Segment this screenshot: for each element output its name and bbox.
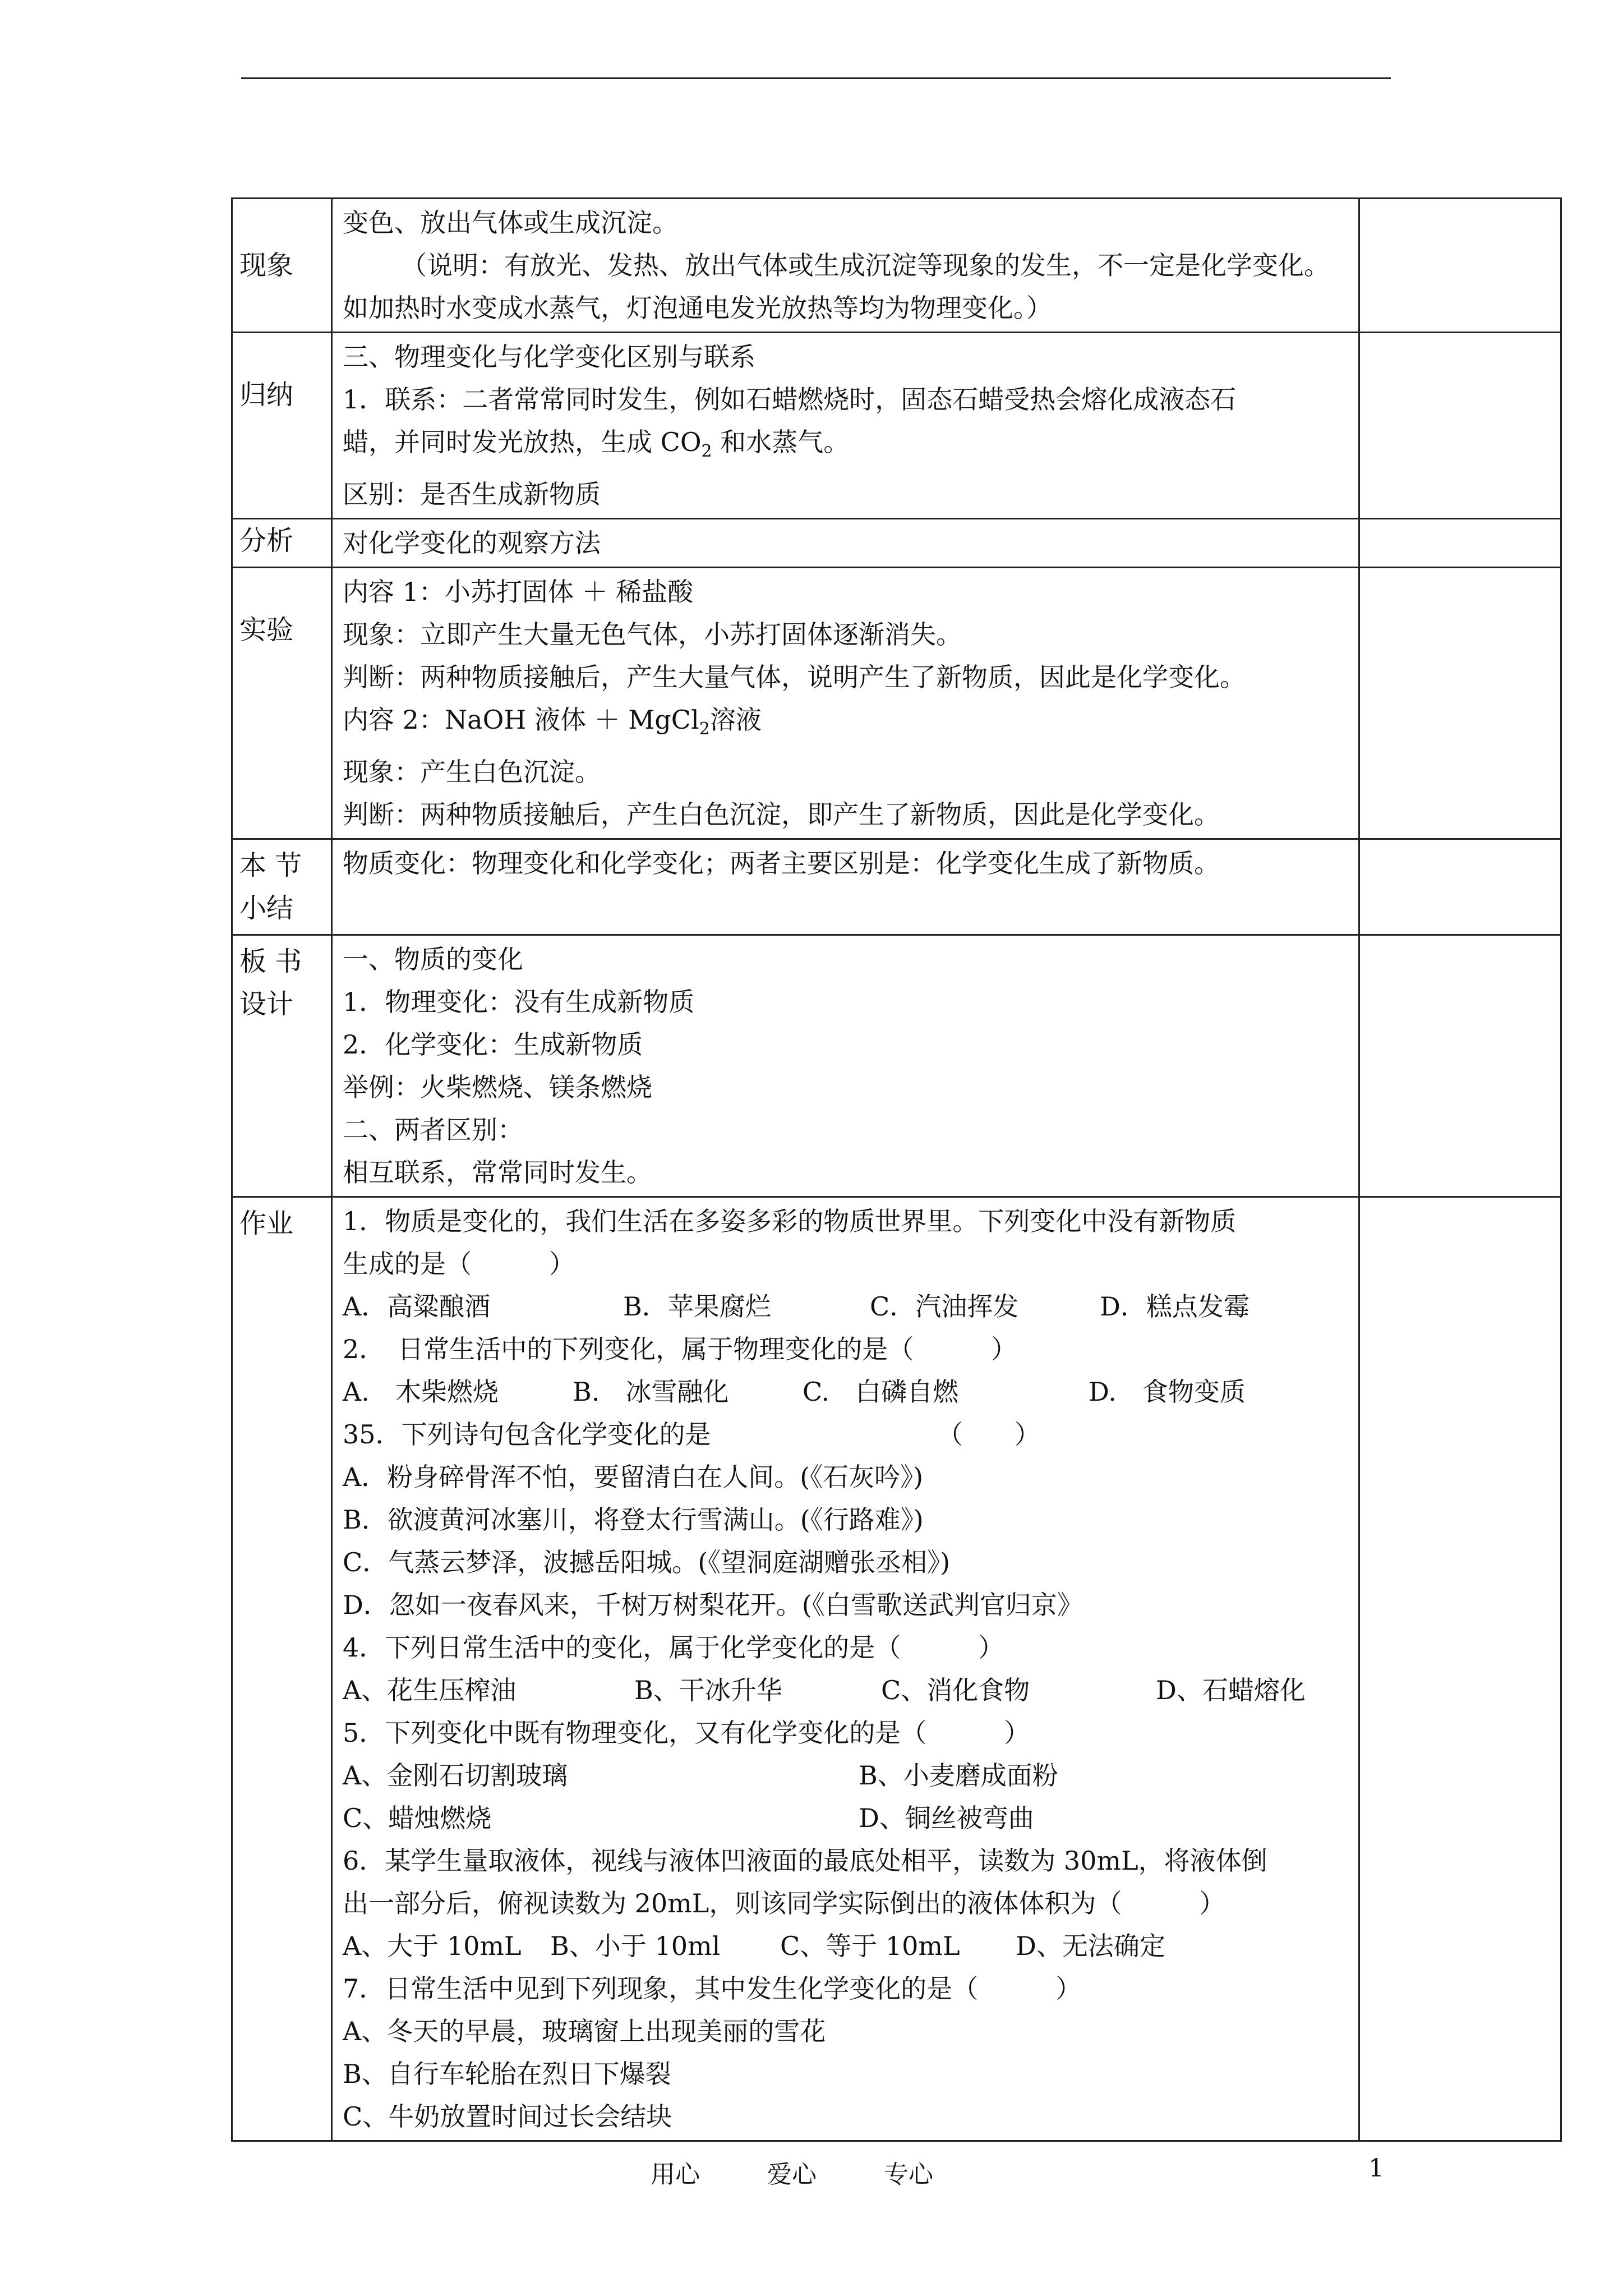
row-board-design [232,935,1561,1197]
notes-column-cell [1359,1197,1561,2141]
option: C．气蒸云梦泽，波撼岳阳城。(《望洞庭湖赠张丞相》) [343,1547,951,1578]
row-label: 归纳 [232,333,332,519]
row-phenomenon [232,199,1561,333]
option: D、石蜡熔化 [1156,1675,1306,1706]
row-label: 实验 [232,568,332,839]
page-number: 1 [1368,2154,1384,2183]
row-content: 物质变化：物理变化和化学变化；两者主要区别是：化学变化生成了新物质。 [332,839,1359,935]
option: D. 食物变质 [1089,1377,1246,1407]
footer-mottos: 用心 爱心 专心 [651,2160,933,2189]
option: C、消化食物 [881,1675,1030,1706]
lesson-plan-table [231,197,1562,2142]
option: B．欲渡黄河冰塞川，将登太行雪满山。(《行路难》) [343,1504,924,1535]
row-content: 内容 1：小苏打固体 ＋ 稀盐酸 现象：立即产生大量无色气体，小苏打固体逐渐消失。 判断：两种物质接触后，产生大量气体，说明产生了新物质，因此是化学变化。 内容 2：NaOH 液体 ＋ MgCl$_2$溶液 现象：产生白色沉淀。 判断：两种物质接触后，产生白色沉淀，即产生了新物质，因此是化学变化。 [332,568,1359,839]
option: B、自行车轮胎在烈日下爆裂 [343,2059,671,2090]
row-section-summary [232,839,1561,935]
question-7: 7．日常生活中见到下列现象，其中发生化学变化的是（ ） A、冬天的早晨，玻璃窗上出现美丽的雪花 B、自行车轮胎在烈日下爆裂 C、牛奶放置时间过长会结块 [343,1967,1348,2138]
row-content [332,1197,1359,2141]
row-content: 变色、放出气体或生成沉淀。 （说明：有放光、发热、放出气体或生成沉淀等现象的发生，不一定是化学变化。如加热时水变成水蒸气，灯泡通电发光放热等均为物理变化。） [332,199,1359,333]
note-text: （说明：有放光、发热、放出气体或生成沉淀等现象的发生，不一定是化学变化。如加热时水变成水蒸气，灯泡通电发光放热等均为物理变化。） [343,250,1330,323]
option: C、牛奶放置时间过长会结块 [343,2101,672,2132]
notes-column-cell [1359,199,1561,333]
notes-column-cell [1359,568,1561,839]
row-label: 作业 [232,1197,332,2141]
option: C、蜡烛燃烧 [343,1803,492,1834]
option: A. 木柴燃烧 [343,1377,499,1407]
row-content: 一、物质的变化 1．物理变化：没有生成新物质 2．化学变化：生成新物质 举例：火柴燃烧、镁条燃烧 二、两者区别： 相互联系，常常同时发生。 [332,935,1359,1197]
row-experiment [232,568,1561,839]
option: A、大于 10mL [343,1931,522,1962]
notes-column-cell [1359,519,1561,568]
option: A．粉身碎骨浑不怕，要留清白在人间。(《石灰吟》) [343,1462,924,1493]
question-1: 1．物质是变化的，我们生活在多姿多彩的物质世界里。下列变化中没有新物质 生成的是（ ） A．高粱酿酒 B．苹果腐烂 C．汽油挥发 D．糕点发霉 [343,1200,1348,1328]
row-label: 板 书 设计 [232,935,332,1197]
question-4: 4．下列日常生活中的变化，属于化学变化的是（ ） A、花生压榨油 B、干冰升华 C、消化食物 D、石蜡熔化 [343,1626,1348,1711]
option: A、金刚石切割玻璃 [343,1760,568,1791]
option: D．糕点发霉 [1100,1291,1249,1322]
row-analysis [232,519,1561,568]
option: B、小于 10ml [550,1931,721,1962]
notes-column-cell [1359,839,1561,935]
option: C. 白磷自燃 [803,1377,959,1407]
option: C、等于 10mL [780,1931,960,1962]
option: B、小麦磨成面粉 [859,1760,1058,1791]
option: A、花生压榨油 [343,1675,517,1706]
row-label: 现象 [232,199,332,333]
question-6: 6．某学生量取液体，视线与液体凹液面的最底处相平，读数为 30mL，将液体倒 出一部分后，俯视读数为 20mL，则该同学实际倒出的液体体积为（ ） A、大于 10mL B、小于 10ml C、等于 10mL D、无法确定 [343,1839,1348,1967]
option: D、铜丝被弯曲 [859,1803,1034,1834]
option: D、无法确定 [1016,1931,1165,1962]
header-rule [241,77,1391,79]
option: B．苹果腐烂 [623,1291,771,1322]
option: B、干冰升华 [634,1675,782,1706]
notes-column-cell [1359,935,1561,1197]
question-2: 2． 日常生活中的下列变化，属于物理变化的是（ ） A. 木柴燃烧 B. 冰雪融化 C. 白磷自燃 D. 食物变质 [343,1328,1348,1413]
option: A．高粱酿酒 [343,1291,491,1322]
question-3: 35．下列诗句包含化学变化的是 （ ） A．粉身碎骨浑不怕，要留清白在人间。(《石灰吟》) B．欲渡黄河冰塞川，将登太行雪满山。(《行路难》) C．气蒸云梦泽，波撼岳阳城。(《望洞庭湖赠张丞相》) D．忽如一夜春风来，千树万树梨花开。(《白雪歌送武判官归京》 [343,1413,1348,1626]
row-homework [232,1197,1561,2141]
option: D．忽如一夜春风来，千树万树梨花开。(《白雪歌送武判官归京》 [343,1590,1083,1621]
option: B. 冰雪融化 [573,1377,729,1407]
question-5: 5．下列变化中既有物理变化，又有化学变化的是（ ） A、金刚石切割玻璃 B、小麦磨成面粉 C、蜡烛燃烧 D、铜丝被弯曲 [343,1711,1348,1839]
row-content: 对化学变化的观察方法 [332,519,1359,568]
row-summary [232,333,1561,519]
option: A、冬天的早晨，玻璃窗上出现美丽的雪花 [343,2016,826,2047]
option: C．汽油挥发 [870,1291,1019,1322]
row-content: 三、物理变化与化学变化区别与联系 1．联系：二者常常同时发生，例如石蜡燃烧时，固态石蜡受热会熔化成液态石 蜡，并同时发光放热，生成 $CO_2$ 和水蒸气。 区别：是否生成新物质 [332,333,1359,519]
notes-column-cell [1359,333,1561,519]
row-label: 分析 [232,519,332,568]
row-label: 本 节 小结 [232,839,332,935]
